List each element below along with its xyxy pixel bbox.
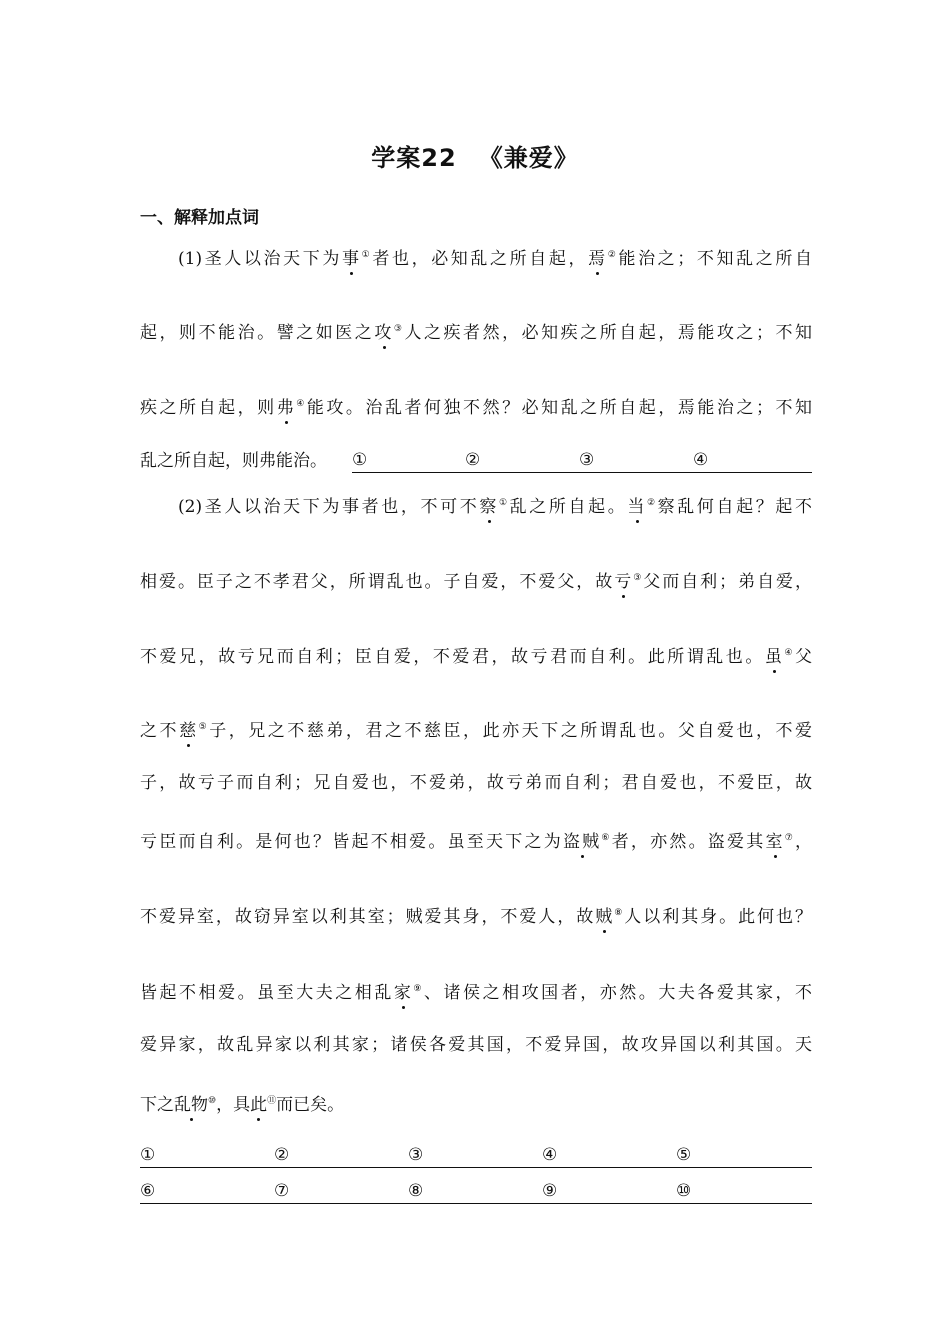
- p2-line-2: [140, 571, 812, 593]
- text-segment: 父而自利；弟自爱，: [643, 572, 813, 592]
- footnote-marker: ⑥: [601, 833, 612, 843]
- blank-label: ⑦: [274, 1181, 290, 1201]
- footnote-marker: ②: [607, 250, 619, 260]
- footnote-marker: ⑦: [784, 833, 796, 843]
- text-segment: 起，则不能治。譬之如医之: [140, 323, 375, 343]
- dotted-word: 弗: [276, 398, 297, 418]
- section-heading: 一、解释加点词: [140, 208, 259, 228]
- footnote-marker: ④: [296, 399, 307, 409]
- footnote-marker: ③: [393, 324, 405, 334]
- blank-label: ②: [274, 1145, 290, 1165]
- dotted-word: 家: [393, 983, 414, 1003]
- footnote-marker: ③: [633, 573, 644, 583]
- dotted-word: 贼: [595, 907, 615, 927]
- text-segment: 下之: [140, 1095, 174, 1115]
- blank-label: ②: [465, 450, 481, 470]
- footnote-marker: ⑩: [208, 1096, 217, 1106]
- p1-line-1: [178, 248, 812, 270]
- text-segment: ，: [795, 832, 813, 852]
- text-segment: 亏臣而自利。是何也？皆起不相爱。虽至天下之为: [140, 832, 563, 852]
- dotted-word: 察: [479, 497, 499, 517]
- text-segment: (1)圣人以治天下为: [178, 249, 343, 269]
- footnote-marker: ④: [784, 648, 796, 658]
- footnote-marker: ⑧: [614, 908, 625, 918]
- text-segment: 乱之所自起，则弗能治。: [140, 451, 327, 471]
- answer-blanks-2-row-1: [140, 1145, 812, 1168]
- p2-line-7: [140, 906, 812, 928]
- dotted-word: 当: [627, 497, 647, 517]
- p2-line-1: [178, 496, 812, 518]
- text-segment: 子，兄之不慈弟，君之不慈臣，此亦天下之所谓乱也。父自爱也，不爱: [209, 721, 813, 741]
- blank-label: ①: [140, 1145, 156, 1165]
- text-segment: 爱异家，故乱异家以利其家；诸侯各爱其国，不爱异国，故攻异国以利其国。天: [140, 1035, 812, 1055]
- text-segment: 人以利其身。此何也？: [624, 907, 813, 927]
- text-segment: (2)圣人以治天下为事者也，不可不: [178, 497, 480, 517]
- text-segment: 不爱异室，故窃异室以利其室；贼爱其身，不爱人，故: [140, 907, 596, 927]
- dotted-word: 盗贼: [562, 832, 602, 852]
- title-name: 《兼爱》: [478, 144, 579, 172]
- blank-label: ⑤: [676, 1145, 692, 1165]
- text-segment: 者也，必知乱之所自起，: [372, 249, 589, 269]
- p2-line-5: [140, 772, 812, 794]
- text-segment: ，具: [216, 1095, 251, 1115]
- text-segment: 疾之所自起，则: [140, 398, 277, 418]
- blank-label: ⑥: [140, 1181, 156, 1201]
- dotted-word: 室: [765, 832, 785, 852]
- dotted-word: 虽: [764, 647, 785, 667]
- text-segment: 相爱。臣子之不孝君父，所谓乱也。子自爱，不爱父，故: [140, 572, 615, 592]
- text-segment: 能攻。治乱者何独不然？必知乱之所自起，焉能治之；不知: [306, 398, 813, 418]
- blank-label: ④: [542, 1145, 558, 1165]
- text-segment: 之不: [140, 721, 180, 741]
- text-segment: 子，故亏子而自利；兄自爱也，不爱弟，故亏弟而自利；君自爱也，不爱臣，故: [140, 773, 812, 793]
- p1-line-3: [140, 397, 812, 419]
- blank-label: ③: [408, 1145, 424, 1165]
- blank-label: ④: [693, 450, 709, 470]
- p1-line-2: [140, 322, 812, 344]
- page-title: [0, 138, 950, 173]
- text-segment: 能治之；不知乱之所自: [618, 249, 813, 269]
- blank-label: ⑩: [676, 1181, 692, 1201]
- p2-line-6: [140, 831, 812, 853]
- blank-label: ⑨: [542, 1181, 558, 1201]
- footnote-marker: ②: [646, 498, 658, 508]
- dotted-word: 慈: [179, 721, 199, 741]
- blank-label: ①: [352, 450, 368, 470]
- text-segment: 皆起不相爱。虽至大夫之相乱: [140, 983, 394, 1003]
- footnote-marker: ⑤: [198, 722, 210, 732]
- text-segment: 察乱何自起？起不: [657, 497, 812, 517]
- footnote-marker: ①: [361, 250, 373, 260]
- text-segment: 、诸侯之相攻国者，亦然。大夫各爱其家，不: [424, 983, 813, 1003]
- footnote-marker: ⑨: [413, 984, 424, 994]
- dotted-word: 乱物: [174, 1095, 208, 1115]
- footnote-marker: ⑪: [267, 1096, 277, 1106]
- text-segment: 而已矣。: [276, 1095, 345, 1115]
- answer-blanks-2-row-2: [140, 1181, 812, 1204]
- text-segment: 人之疾者然，必知疾之所自起，焉能攻之；不知: [404, 323, 813, 343]
- blank-label: ⑧: [408, 1181, 424, 1201]
- text-segment: 不爱兄，故亏兄而自利；臣自爱，不爱君，故亏君而自利。此所谓乱也。: [140, 647, 765, 667]
- p2-line-10: [140, 1094, 812, 1116]
- p2-line-3: [140, 646, 812, 668]
- p2-line-8: [140, 982, 812, 1004]
- dotted-word: 事: [342, 249, 362, 269]
- answer-blanks-1: [352, 450, 812, 473]
- p2-line-4: [140, 720, 812, 742]
- blank-label: ③: [579, 450, 595, 470]
- text-segment: 父: [795, 647, 813, 667]
- text-segment: 者，亦然。盗爱其: [611, 832, 766, 852]
- p2-line-9: [140, 1034, 812, 1056]
- dotted-word: 焉: [588, 249, 608, 269]
- dotted-word: 亏: [614, 572, 634, 592]
- dotted-word: 攻: [374, 323, 394, 343]
- title-label: 学案22: [371, 144, 457, 172]
- text-segment: 乱之所自起。: [509, 497, 628, 517]
- dotted-word: 此: [250, 1095, 268, 1115]
- footnote-marker: ①: [498, 498, 510, 508]
